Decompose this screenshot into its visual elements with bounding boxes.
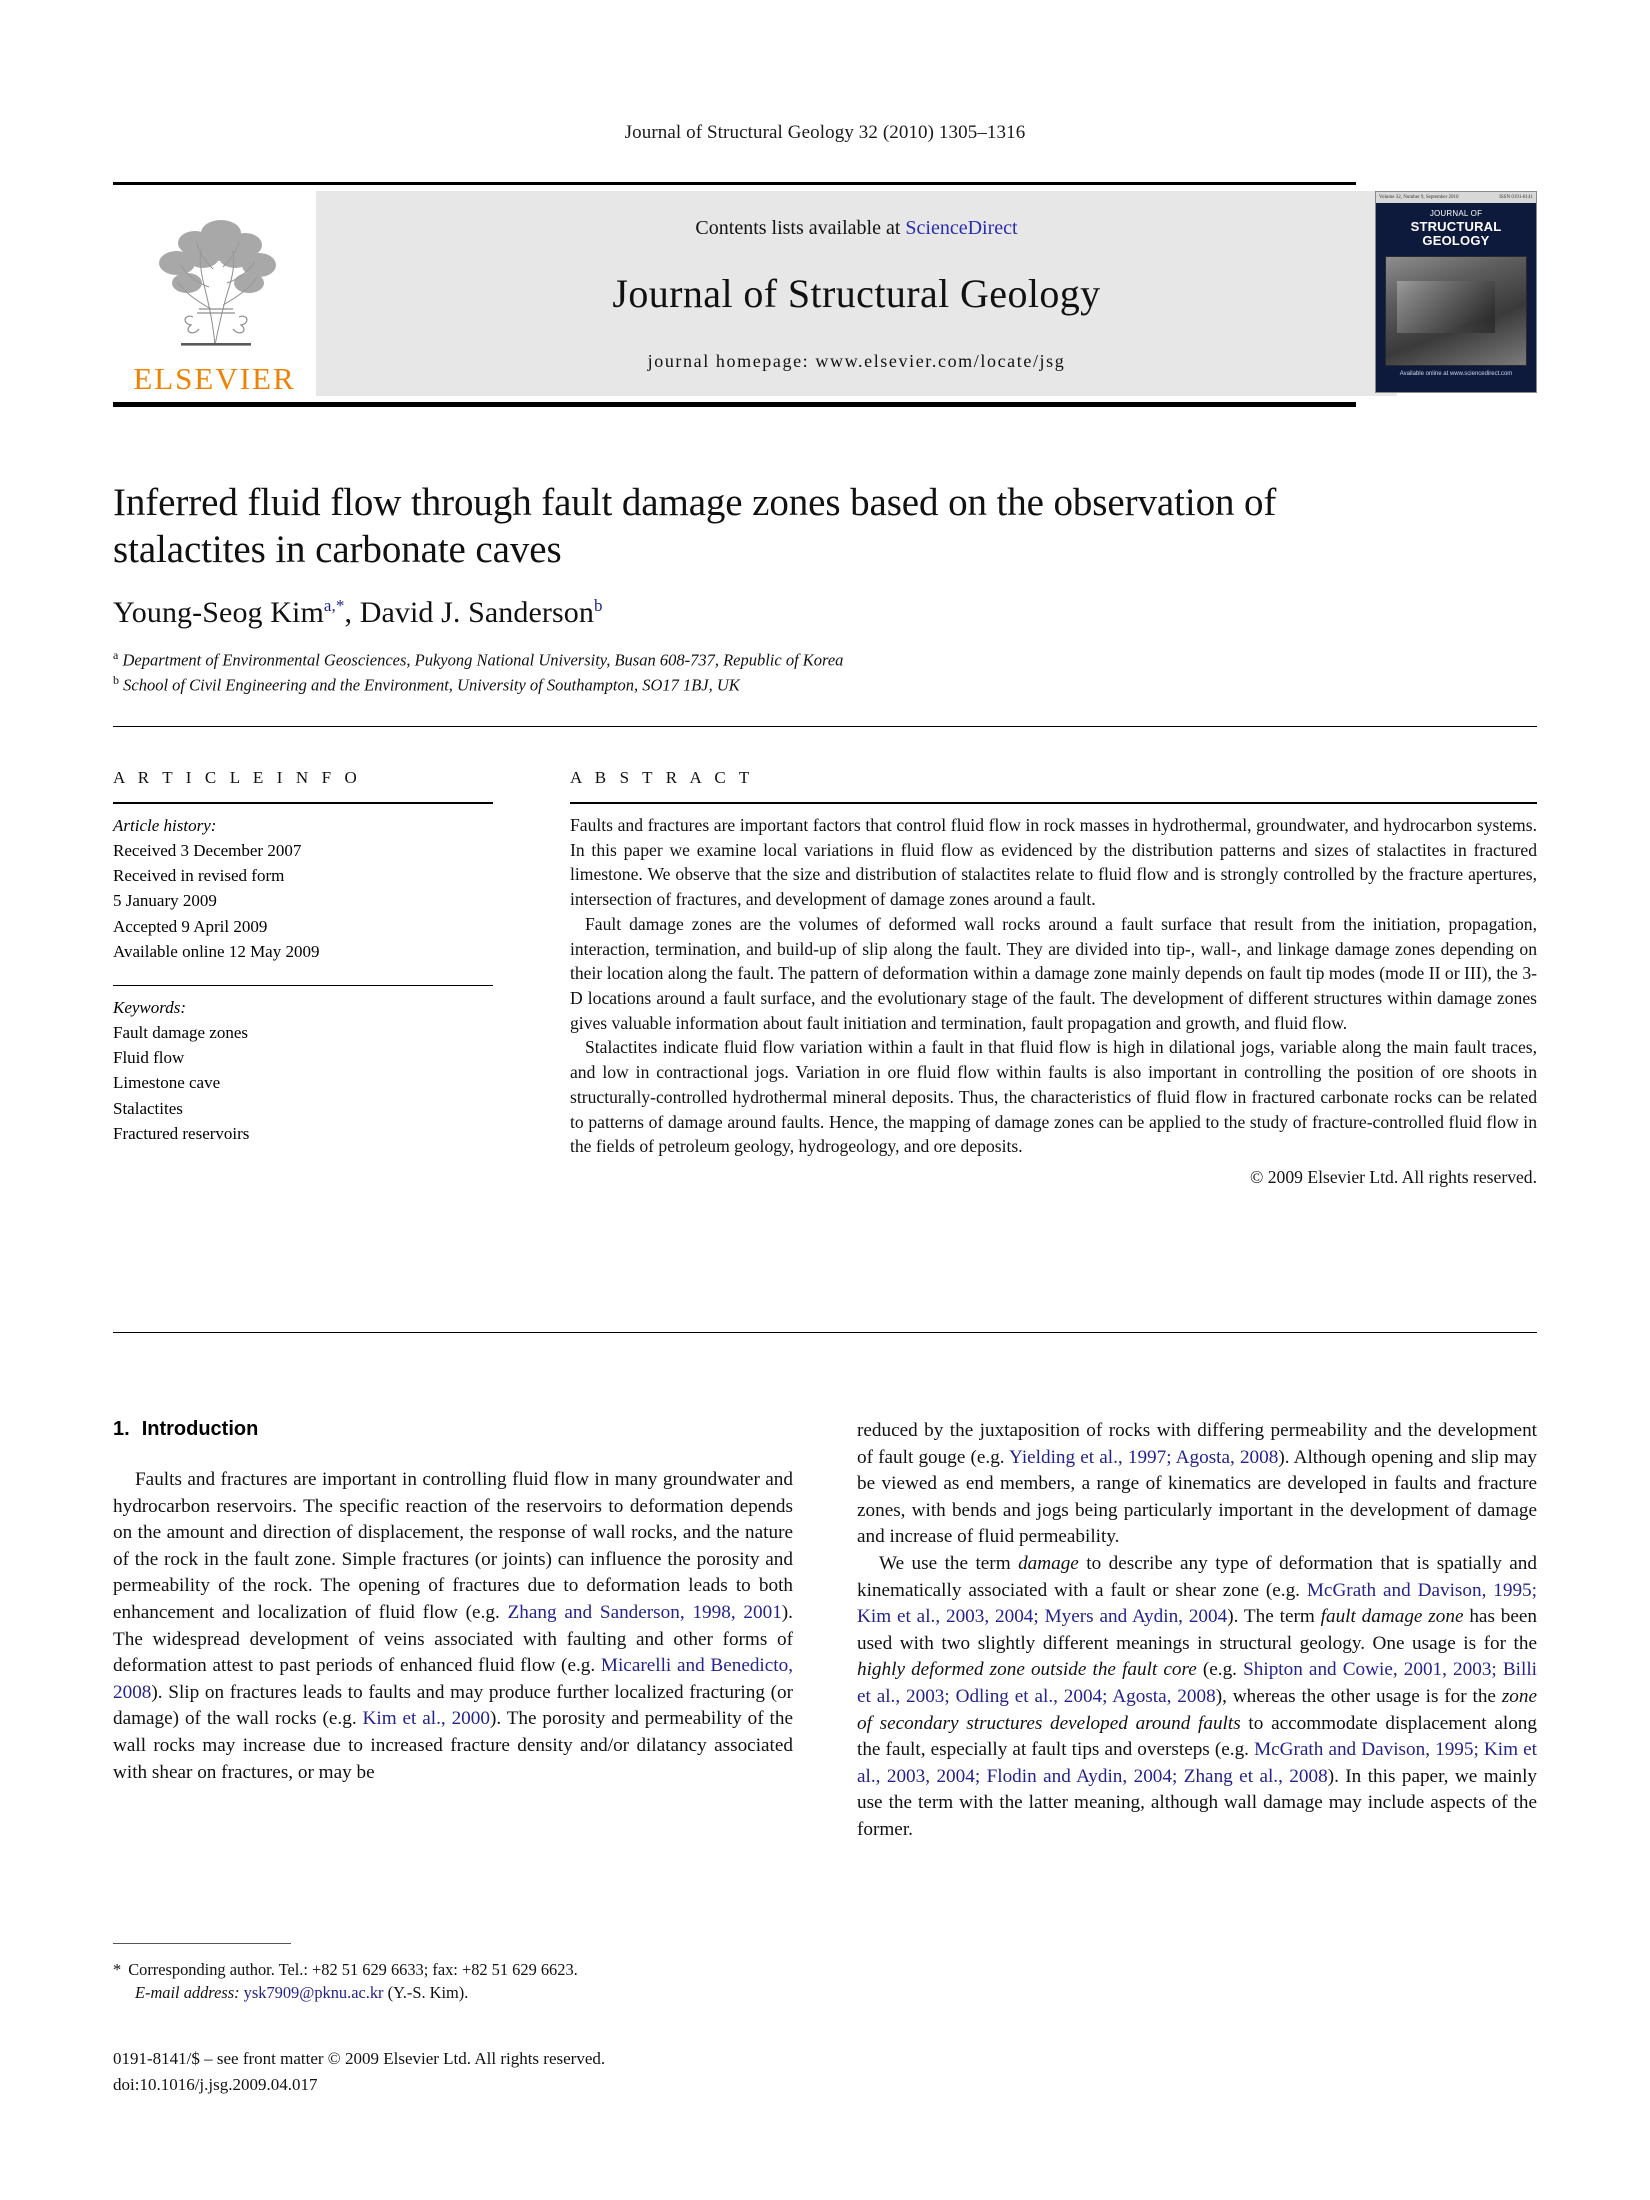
section-number: 1. (113, 1418, 130, 1440)
affiliation-b-marker: b (113, 672, 119, 687)
keyword-item: Limestone cave (113, 1073, 221, 1093)
author-2-affiliation-marker: b (593, 595, 603, 615)
doi-line: doi:10.1016/j.jsg.2009.04.017 (113, 2074, 318, 2094)
citation-link[interactable]: McGrath and Davison, 1995; Kim et al., 2003, 2004; Flodin and Aydin, 2004; Zhang et al., 2008 (857, 1739, 1537, 1787)
page-title: Inferred fluid flow through fault damage zones based on the observation of stalactites in carbonate caves (113, 481, 1277, 571)
article-history-label: Article history: (113, 816, 217, 835)
affiliation-b-text: School of Civil Engineering and the Environment, University of Southampton, SO17 1BJ, UK (123, 675, 740, 695)
emphasis-term: highly deformed zone outside the fault core (857, 1659, 1197, 1681)
footnote-block (113, 1958, 793, 2005)
abstract-paragraph: Faults and fractures are important factors that control fluid flow in rock masses in hydrothermal, groundwater, and hydrocarbon systems. In this paper we examine local variations in fluid flow as evidenced by the distribution patterns and sizes of stalactites in fractured limestone. We observe that the size and distribution of stalactites relate to fluid flow and is strongly controlled by the fracture apertures, intersection of fractures, and development of damage zones around a fault. (570, 815, 1537, 910)
title-block (113, 480, 1433, 697)
sciencedirect-link[interactable]: ScienceDirect (905, 217, 1018, 239)
abstract-heading: A B S T R A C T (570, 768, 754, 787)
issn-front-matter-line: 0191-8141/$ – see front matter © 2009 Elsevier Ltd. All rights reserved. (113, 2049, 606, 2068)
journal-cover-thumbnail (1375, 191, 1537, 393)
citation-link[interactable]: Kim et al., 2000 (362, 1708, 490, 1730)
cover-issue-right: ISSN 0191-8141 (1499, 195, 1533, 200)
elsevier-logo-block (113, 191, 316, 396)
author-1-name: Young-Seog Kim (113, 595, 324, 629)
section-heading-introduction (113, 1418, 793, 1441)
elsevier-tree-icon (135, 213, 295, 361)
contents-lists-prefix: Contents lists available at (695, 217, 906, 239)
email-owner: (Y.-S. Kim). (387, 1983, 469, 2003)
article-info-rule (113, 802, 493, 804)
article-history-item: Available online 12 May 2009 (113, 941, 320, 961)
email-address-label: E-mail address: (135, 1983, 240, 2003)
article-history-item: Accepted 9 April 2009 (113, 916, 268, 936)
citation-link[interactable]: Zhang and Sanderson, 1998, 2001 (507, 1601, 782, 1623)
cover-issue-strip (1376, 192, 1536, 203)
article-history-item: Received in revised form (113, 866, 285, 886)
abstract-band-top-rule (113, 726, 1537, 727)
article-history-item: Received 3 December 2007 (113, 841, 302, 861)
journal-homepage-link[interactable]: journal homepage: www.elsevier.com/locate/jsg (647, 351, 1066, 371)
affiliation-b (113, 672, 1433, 697)
section-title-text: Introduction (141, 1418, 259, 1440)
footnote-star-marker: * (113, 1960, 122, 1979)
cover-main-title: STRUCTURAL GEOLOGY (1410, 219, 1502, 248)
email-link[interactable]: ysk7909@pknu.ac.kr (243, 1983, 384, 2003)
abstract-paragraph: Fault damage zones are the volumes of deformed wall rocks around a fault surface that result from the initiation, propagation, interaction, termination, and build-up of slip along the fault. They are divided into tip-, wall-, and linkage damage zones depending on their location along the fault. The pattern of deformation within a damage zone mainly depends on fault tip modes (mode II or III), the 3-D locations around a fault surface, and the evolutionary stage of the fault. The development of different structures within damage zones gives valuable information about fault initiation and termination, fault propagation and growth, and fluid flow. (570, 913, 1537, 1033)
author-list (113, 596, 1433, 630)
affiliations (113, 647, 1433, 698)
affiliation-a-text: Department of Environmental Geosciences, Pukyong National University, Busan 608-737, Republic of Korea (122, 650, 844, 670)
cover-issue-left: Volume 32, Number 9, September 2010 (1379, 195, 1459, 200)
contents-lists-line (695, 217, 1017, 240)
article-info-heading: A R T I C L E I N F O (113, 768, 362, 787)
citation-link[interactable]: Yielding et al., 1997; Agosta, 2008 (1009, 1446, 1279, 1468)
journal-name: Journal of Structural Geology (612, 271, 1101, 316)
keywords-rule (113, 985, 493, 986)
cover-photo (1385, 256, 1527, 366)
intro-paragraph-1: Faults and fractures are important in controlling fluid flow in many groundwater and hydrocarbon reservoirs. The specific reaction of the reservoirs to deformation depends on the amount and direction of displacement, the response of wall rocks, and the nature of the rock in the fault zone. Simple fractures (or joints) can influence the porosity and permeability of the rock. The opening of fractures due to deformation leads to both enhancement and localization of fluid flow (e.g. Zhang and Sanderson, 1998, 2001). The widespread development of veins associated with faulting and other forms of deformation attest to past periods of enhanced fluid flow (e.g. Micarelli and Benedicto, 2008). Slip on fractures leads to faults and may produce further localized fracturing (or damage) of the wall rocks (e.g. Kim et al., 2000). The porosity and permeability of the wall rocks may increase due to increased fracture density and/or dilatancy associated with shear on fractures, or may be (113, 1469, 793, 1783)
cover-footer-text: Available online at www.sciencedirect.com (1399, 371, 1513, 378)
body-column-left (113, 1418, 793, 1786)
masthead-top-rule (113, 182, 1356, 185)
corresponding-author-text: Corresponding author. Tel.: +82 51 629 6633; fax: +82 51 629 6623. (128, 1960, 578, 1979)
cover-kicker: JOURNAL OF (1429, 209, 1483, 218)
emphasis-term: damage (1018, 1552, 1079, 1574)
author-1-affiliation-marker: a, (323, 595, 336, 615)
intro-paragraph-3: We use the term damage to describe any type of deformation that is spatially and kinematically associated with a fault or shear zone (e.g. McGrath and Davison, 1995; Kim et al., 2003, 2004; Myers and Aydin, 2004). The term fault damage zone has been used with two slightly different meanings in structural geology. One usage is for the highly deformed zone outside the fault core (e.g. Shipton and Cowie, 2001, 2003; Billi et al., 2003; Odling et al., 2004; Agosta, 2008), whereas the other usage is for the zone of secondary structures developed around faults to accommodate displacement along the fault, especially at fault tips and oversteps (e.g. McGrath and Davison, 1995; Kim et al., 2003, 2004; Flodin and Aydin, 2004; Zhang et al., 2008). In this paper, we mainly use the term with the latter meaning, although wall damage may include aspects of the former. (857, 1552, 1537, 1840)
keyword-item: Fluid flow (113, 1048, 185, 1068)
journal-masthead (113, 182, 1537, 407)
author-2-name: David J. Sanderson (359, 595, 594, 629)
article-history-item: 5 January 2009 (113, 891, 217, 911)
author-separator: , (344, 595, 360, 629)
keyword-item: Fault damage zones (113, 1023, 249, 1043)
keyword-item: Fractured reservoirs (113, 1123, 250, 1143)
email-footnote (113, 1981, 793, 2004)
corresponding-author-footnote (113, 1958, 793, 1981)
abstract-band-bottom-rule (113, 1332, 1537, 1333)
abstract-copyright: © 2009 Elsevier Ltd. All rights reserved. (1250, 1167, 1537, 1188)
affiliation-a (113, 647, 1433, 672)
keywords-block (113, 985, 493, 1146)
citation-link[interactable]: McGrath and Davison, 1995; Kim et al., 2003, 2004; Myers and Aydin, 2004 (857, 1579, 1537, 1628)
emphasis-term: zone of secondary structures developed around faults (857, 1685, 1537, 1734)
body-column-right (857, 1418, 1537, 1844)
elsevier-wordmark: ELSEVIER (133, 361, 296, 396)
intro-paragraph-2: reduced by the juxtaposition of rocks with differing permeability and the development of fault gouge (e.g. Yielding et al., 1997; Agosta, 2008). Although opening and slip may be viewed as end members, a range of kinematics are developed in faults and fracture zones, with bends and jogs being particularly important in the development of damage and increase of fluid permeability. (857, 1420, 1537, 1548)
abstract-column (570, 768, 1537, 1188)
corresponding-author-marker[interactable]: * (335, 595, 345, 615)
journal-band (316, 191, 1397, 396)
abstract-paragraph: Stalactites indicate fluid flow variation within a fault in that fluid flow is high in dilational jogs, variable along the main fault traces, and low in contractional jogs. Variation in ore fluid flow within faults is also important in controlling the position of ore shoots in structurally-controlled hydrothermal mineral deposits. Thus, the characteristics of fluid flow in fractured carbonate rocks can be related to patterns of damage around faults. Hence, the mapping of damage zones can be applied to the study of fracture-controlled fluid flow in the fields of petroleum geology, hydrogeology, and ore deposits. (570, 1037, 1537, 1157)
article-info-column (113, 768, 493, 1146)
footnote-separator-rule (113, 1943, 291, 1944)
running-head: Journal of Structural Geology 32 (2010) 1305–1316 (624, 122, 1026, 143)
affiliation-a-marker: a (113, 647, 119, 662)
cover-title (1376, 203, 1536, 251)
citation-link[interactable]: Shipton and Cowie, 2001, 2003; Billi et al., 2003; Odling et al., 2004; Agosta, 2008 (857, 1659, 1537, 1707)
keyword-item: Stalactites (113, 1098, 183, 1118)
masthead-bottom-rule (113, 402, 1356, 407)
imprint-block (113, 2046, 913, 2097)
citation-link[interactable]: Micarelli and Benedicto, 2008 (113, 1655, 793, 1703)
emphasis-term: fault damage zone (1320, 1606, 1464, 1628)
abstract-rule (570, 802, 1537, 804)
keywords-label: Keywords: (113, 997, 187, 1017)
